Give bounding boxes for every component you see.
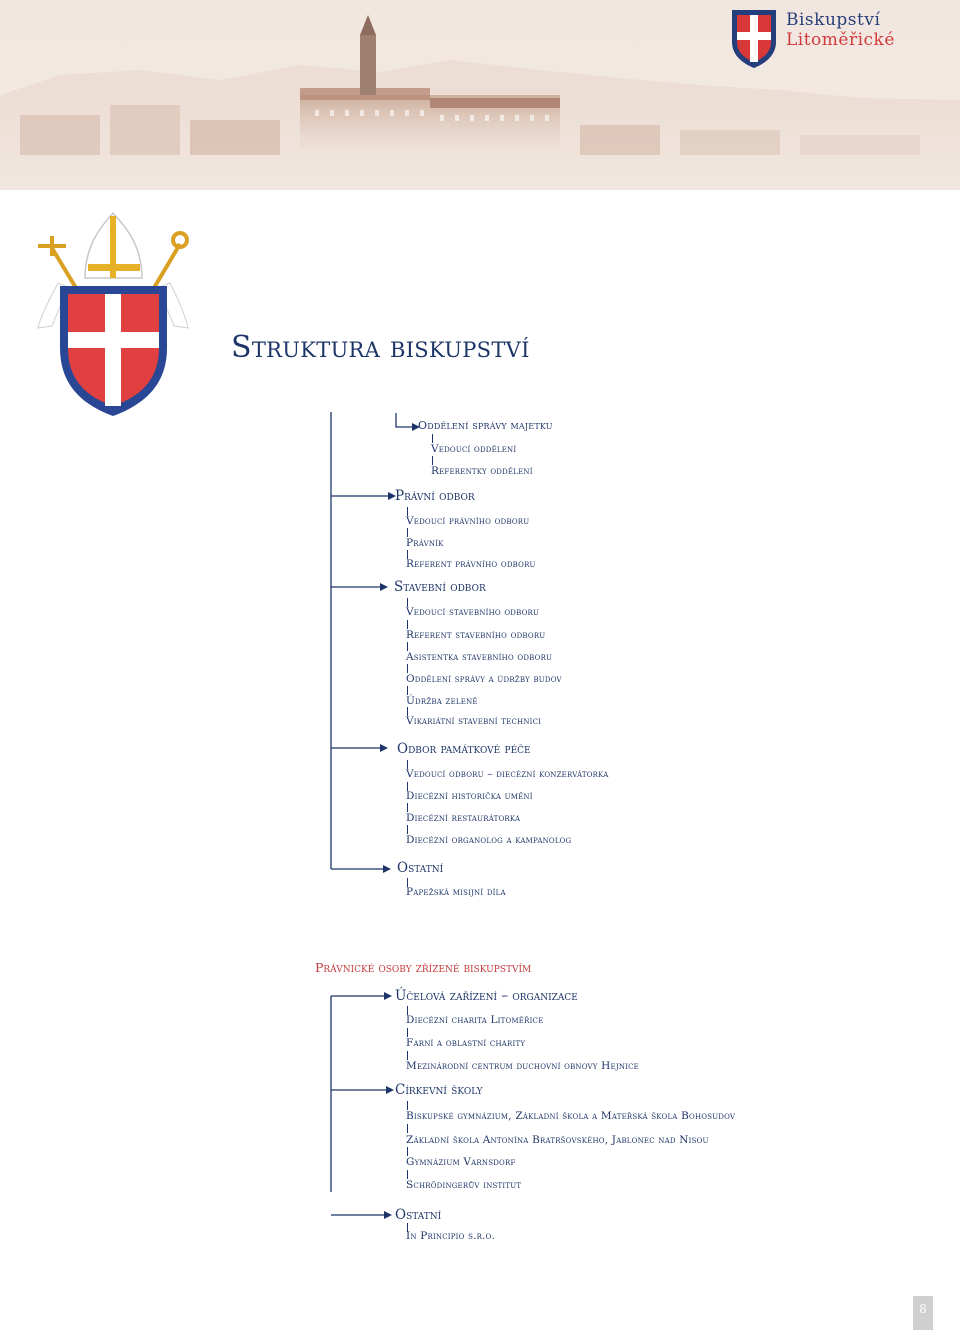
- list-item: Asistentka stavebního odboru: [406, 651, 553, 663]
- connector-bar: [407, 1170, 408, 1179]
- list-item: Diecézní restaurátorka: [406, 812, 521, 824]
- connector-bar: [407, 642, 408, 651]
- list-item: Biskupské gymnázium, Základní škola a Mateřská škola Bohosudov: [406, 1110, 736, 1122]
- dept-stavebni-odbor: Stavební odbor: [394, 579, 486, 595]
- dept-sprava-majetku: Oddělení správy majetku: [418, 419, 553, 432]
- list-item: Základní škola Antonína Bratršovského, Jablonec nad Nisou: [406, 1134, 709, 1146]
- list-item: Vedoucí právního odboru: [406, 515, 530, 527]
- dept-ostatni-pravnicke: Ostatní: [395, 1207, 442, 1223]
- dept-pamatkova-pece: Odbor památkové péče: [397, 741, 531, 757]
- dept-ucelova-zarizeni: Účelová zařízení – organizace: [395, 988, 578, 1004]
- dept-cirkevni-skoly: Církevní školy: [395, 1082, 483, 1098]
- connector-bar: [432, 456, 433, 465]
- list-item: Gymnázium Varnsdorf: [406, 1156, 516, 1168]
- list-item: Farní a oblastní charity: [406, 1037, 526, 1049]
- connector-bar: [407, 803, 408, 812]
- list-item: In Principio s.r.o.: [406, 1230, 496, 1242]
- page-number: 8: [913, 1296, 933, 1330]
- list-item: Vedoucí odboru – diecézní konzervátorka: [406, 768, 609, 780]
- connector-bar: [407, 1028, 408, 1037]
- connector-bar: [407, 825, 408, 834]
- connector-bar: [407, 1101, 408, 1110]
- connector-bar: [407, 1124, 408, 1133]
- page-title: Struktura biskupství: [231, 330, 530, 365]
- connector-bar: [432, 434, 433, 443]
- list-item: Referent právního odboru: [406, 558, 536, 570]
- list-item: Diecézní charita Litoměřice: [406, 1014, 544, 1026]
- list-item: Diecézní organolog a kampanolog: [406, 834, 572, 846]
- list-item: Vedoucí stavebního odboru: [406, 606, 540, 618]
- list-item: Vedoucí oddělení: [431, 443, 517, 455]
- list-item: Papežská misijní díla: [406, 886, 506, 898]
- connector-bar: [407, 1147, 408, 1156]
- dept-pravni-odbor: Právní odbor: [395, 488, 475, 504]
- list-item: Referentky oddělení: [431, 465, 533, 477]
- list-item: Diecézní historička umění: [406, 790, 533, 802]
- list-item: Oddělení správy a údržby budov: [406, 673, 562, 685]
- list-item: Právník: [406, 537, 444, 549]
- list-item: Schrödingerův institut: [406, 1179, 522, 1191]
- section-heading-pravnicke-osoby: Právnické osoby zřízené biskupstvím: [315, 960, 532, 975]
- list-item: Referent stavebního odboru: [406, 629, 546, 641]
- dept-ostatni: Ostatní: [397, 860, 444, 876]
- connector-bar: [407, 620, 408, 629]
- logo-line-2: Litoměřické: [786, 30, 895, 50]
- logo-line-1: Biskupství: [786, 10, 881, 30]
- list-item: Mezinárodní centrum duchovní obnovy Hejnice: [406, 1060, 639, 1072]
- list-item: Vikariátní stavební technici: [406, 715, 542, 727]
- connector-bar: [407, 528, 408, 537]
- connector-bar: [407, 664, 408, 673]
- connector-bar: [407, 1051, 408, 1060]
- connector-bar: [407, 686, 408, 695]
- list-item: Údržba zeleně: [406, 695, 478, 707]
